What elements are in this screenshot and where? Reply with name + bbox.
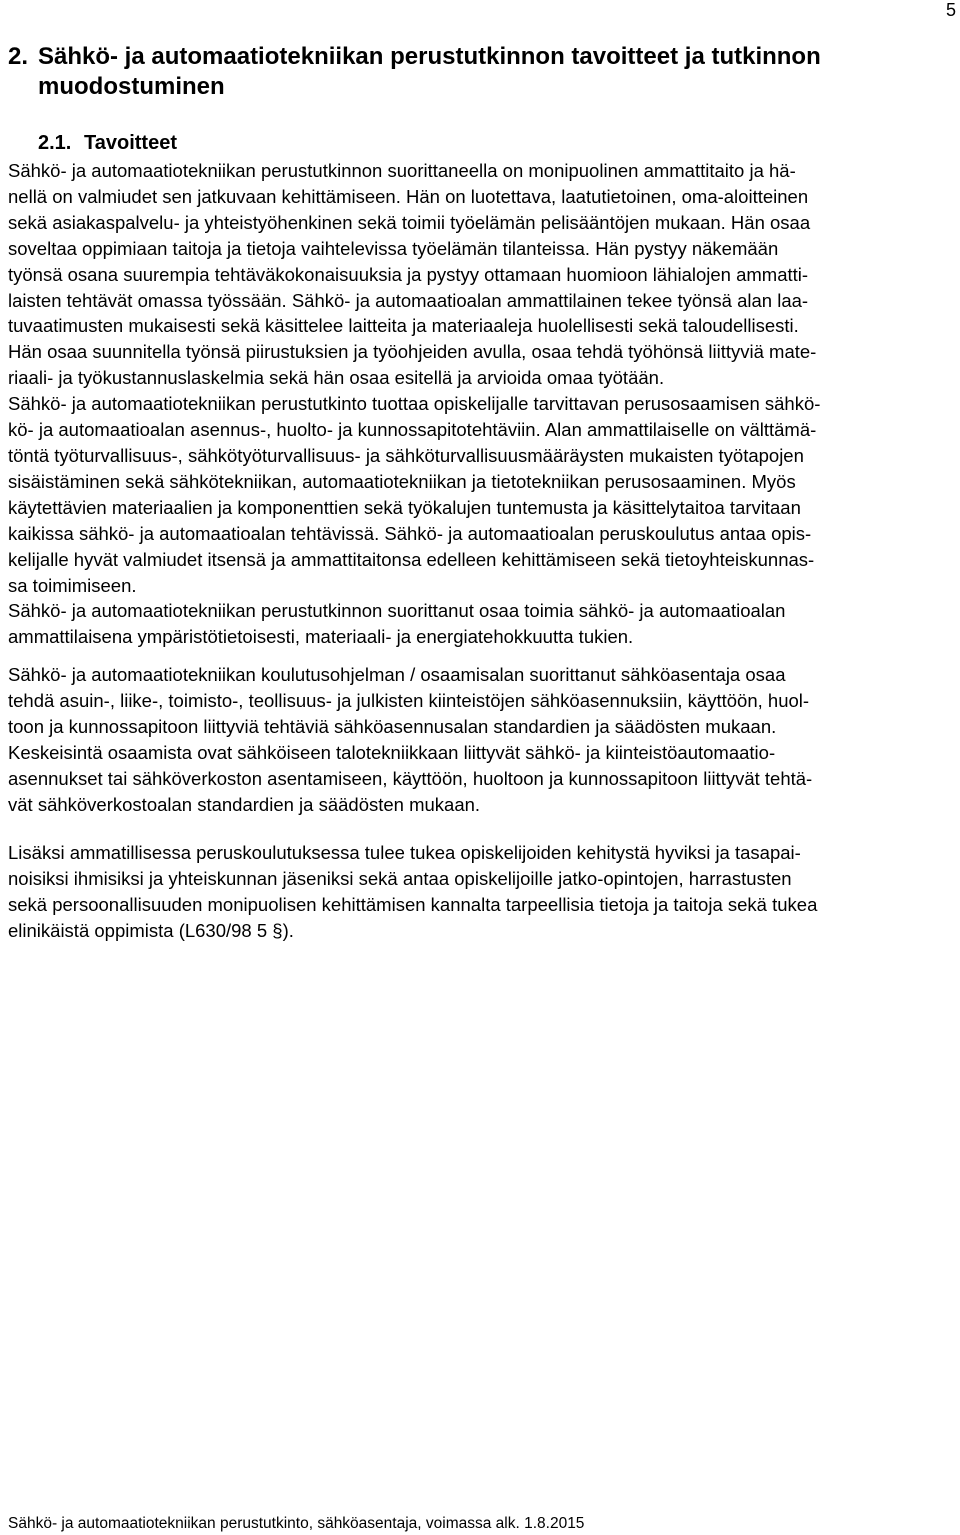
page-number: 5 — [945, 0, 956, 20]
text-line: Lisäksi ammatillisessa peruskoulutuksessa tulee tukea opiskelijoiden kehitystä hyviksi ja tasapai- — [8, 842, 801, 863]
chapter-number: 2. — [8, 43, 29, 70]
text-line: kö- ja automaatioalan asennus-, huolto- ja kunnossapitotehtäviin. Alan ammattilaiselle on välttämä- — [8, 419, 817, 441]
chapter-title-line2: muodostuminen — [38, 73, 225, 100]
text-line: sekä asiakaspalvelu- ja yhteistyöhenkinen sekä toimii työelämän pelisääntöjen mukaan. Hän osaa — [8, 211, 811, 233]
text-line: käytettävien materiaalien ja komponenttien sekä työkalujen tuntemusta ja käsittelytaitoa tarvitaan — [8, 496, 801, 518]
text-line: kaikissa sähkö- ja automaatioalan tehtävissä. Sähkö- ja automaatioalan peruskoulutus antaa opis- — [8, 522, 812, 544]
text-line: sekä persoonallisuuden monipuolisen kehittämisen kannalta tarpeellisia tietoja ja taitoja sekä tukea — [8, 893, 818, 915]
text-line: Sähkö- ja automaatiotekniikan koulutusohjelman / osaamisalan suorittanut sähköasentaja osaa — [8, 664, 786, 685]
text-line: Sähkö- ja automaatiotekniikan perustutkinto tuottaa opiskelijalle tarvittavan perusosaamisen sähkö- — [8, 393, 821, 415]
text-line: Sähkö- ja automaatiotekniikan perustutkinnon suorittanut osaa toimia sähkö- ja automaatioalan — [8, 600, 786, 622]
section-number: 2.1. — [38, 132, 72, 154]
section-title — [38, 130, 177, 156]
text-line: Keskeisintä osaamista ovat sähköiseen talotekniikkaan liittyvät sähkö- ja kiinteistöautomaatio- — [8, 741, 776, 763]
text-line: töntä työturvallisuus-, sähkötyöturvallisuus- ja sähköturvallisuusmääräysten mukaisten työtapojen — [8, 444, 804, 466]
text-line: sa toimimiseen. — [8, 574, 137, 596]
text-line: nellä on valmiudet sen jatkuvaan kehittämiseen. Hän on luotettava, laatutietoinen, oma-aloitteinen — [8, 185, 809, 207]
text-line: työnsä osana suurempia tehtäväkokonaisuuksia ja pystyy ottamaan huomioon lähialojen ammatti- — [8, 263, 809, 285]
text-line: asennukset tai sähköverkoston asentamiseen, käyttöön, huoltoon ja kunnossapitoon liittyvät tehtä- — [8, 767, 813, 789]
text-line: vät sähköverkostoalan standardien ja säädösten mukaan. — [8, 793, 481, 815]
text-line: noisiksi ihmisiksi ja yhteiskunnan jäseniksi sekä antaa opiskelijoille jatko-opintojen, harrastusten — [8, 867, 792, 889]
paragraph-electrician — [8, 662, 952, 817]
text-line: riaali- ja työkustannuslaskelmia sekä hän osaa esitellä ja arvioida omaa työtään. — [8, 367, 665, 389]
text-line: toon ja kunnossapitoon liittyviä tehtäviä sähköasennusalan standardien ja säädösten mukaan. — [8, 715, 777, 737]
text-line: kelijalle hyvät valmiudet itsensä ja ammattitaitonsa edelleen kehittämiseen sekä tietoyhteiskunnas- — [8, 548, 815, 570]
text-line: ammattilaisena ympäristötietoisesti, materiaali- ja energiatehokkuutta tukien. — [8, 626, 634, 648]
text-line: soveltaa oppimiaan taitoja ja tietoja vaihtelevissa työelämän tilanteissa. Hän pystyy näkemään — [8, 237, 779, 259]
text-line: Hän osaa suunnitella työnsä piirustuksien ja työohjeiden avulla, osaa tehdä työhönsä liittyviä mate- — [8, 341, 817, 363]
paragraph-additional — [8, 840, 952, 944]
text-line: Sähkö- ja automaatiotekniikan perustutkinnon suorittaneella on monipuolinen ammattitaito ja hä- — [8, 160, 796, 181]
text-line: tehdä asuin-, liike-, toimisto-, teollisuus- ja julkisten kiinteistöjen sähköasennuksiin, käyttöön, huol- — [8, 689, 810, 711]
text-line: laisten tehtävät omassa työssään. Sähkö- ja automaatioalan ammattilainen tekee työnsä alan laa- — [8, 289, 809, 311]
paragraph-goals — [8, 158, 952, 650]
text-line: elinikäistä oppimista (L630/98 5 §). — [8, 919, 294, 941]
chapter-title — [8, 42, 952, 102]
page-footer: Sähkö- ja automaatiotekniikan perustutkinto, sähköasentaja, voimassa alk. 1.8.2015 — [8, 1515, 585, 1532]
chapter-title-line1: Sähkö- ja automaatiotekniikan perustutkinnon tavoitteet ja tutkinnon — [38, 43, 821, 70]
text-line: tuvaatimusten mukaisesti sekä käsittelee laitteita ja materiaaleja huolellisesti sekä taloudellisesti. — [8, 315, 799, 337]
section-title-text: Tavoitteet — [84, 132, 177, 154]
text-line: sisäistäminen sekä sähkötekniikan, automaatiotekniikan ja tietotekniikan perusosaaminen. Myös — [8, 470, 796, 492]
